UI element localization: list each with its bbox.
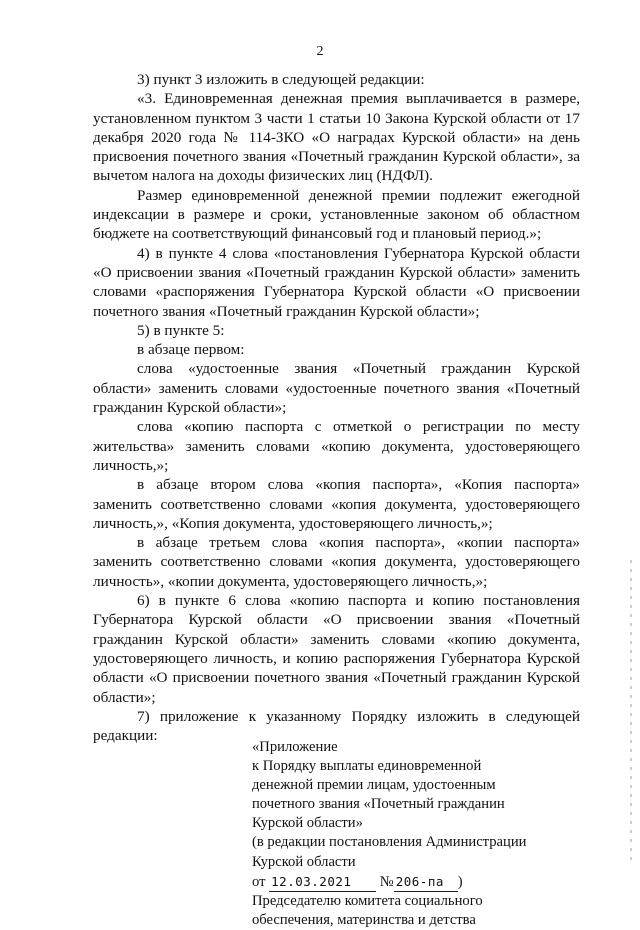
paragraph-item-3-text: «3. Единовременная денежная премия выплачивается в размере, установленном пунктом 3 части 1 статьи 10 Закона Курской области от 17 декабря 2020 года № 114-ЗКО «О наградах Курской области» на день присвоения почетного звания «Почетный гражданин Курской области», за вычетом налога на доходы физических лиц (НДФЛ). xyxy=(93,90,580,185)
paragraph-item-5: 5) в пункте 5: xyxy=(137,321,225,339)
paragraph-second-abzac: в абзаце втором слова «копия паспорта», «Копия паспорта» заменить соответственно словами «копия документа, удостоверяющего личность,», «Копия документа, удостоверяющего личность,»; xyxy=(93,476,580,532)
appendix-line: почетного звания «Почетный гражданин xyxy=(252,796,505,813)
number-prefix: № xyxy=(379,873,394,890)
scan-margin-artifact xyxy=(630,560,632,860)
appendix-line: (в редакции постановления Администрации xyxy=(252,834,527,851)
date-prefix: от xyxy=(252,873,266,890)
handwritten-date: 12.03.2021 xyxy=(269,872,376,892)
appendix-line: денежной премии лицам, удостоенным xyxy=(252,777,496,794)
paragraph-item-7: 7) приложение к указанному Порядку изложить в следующей редакции: xyxy=(93,707,580,745)
addressee-line: обеспечения, материнства и детства xyxy=(252,911,476,928)
closing-paren: ) xyxy=(457,873,463,890)
paragraph-item-4: 4) в пункте 4 слова «постановления Губернатора Курской области «О присвоении звания «Почетный гражданин Курской области» заменить словами «распоряжения Губернатора Курской области «О присвоении почетного звания «Почетный гражданин Курской области»; xyxy=(93,244,580,320)
paragraph-item-6: 6) в пункте 6 слова «копию паспорта и копию постановления Губернатора Курской области «О присвоении звания «Почетный гражданин Курской области» заменить словами «копию документа, удостоверяющего личность, и копию распоряжения Губернатора Курской области «О присвоении почетного звания «Почетный гражданин Курской области»; xyxy=(93,592,580,706)
document-body xyxy=(93,70,580,745)
handwritten-number: 206-па xyxy=(394,872,458,892)
appendix-line: «Приложение xyxy=(252,739,338,755)
paragraph-third-abzac: в абзаце третьем слова «копия паспорта», «копии паспорта» заменить соответственно словами «копия документа, удостоверяющего личность», «копии документа, удостоверяющего личность,»; xyxy=(93,534,580,590)
appendix-line: Курской области xyxy=(252,853,356,870)
appendix-line: Курской области» xyxy=(252,815,363,832)
paragraph-first-abzac: в абзаце первом: xyxy=(137,341,245,359)
paragraph-item-3: 3) пункт 3 изложить в следующей редакции: xyxy=(137,71,425,88)
paragraph-words-pasport: слова «копию паспорта с отметкой о регистрации по месту жительства» заменить словами «копию документа, удостоверяющего личность,»; xyxy=(93,418,580,474)
paragraph-indexation: Размер единовременной денежной премии подлежит ежегодной индексации в размере и сроки, установленные законом об областном бюджете на соответствующий финансовый год и плановый период.»; xyxy=(93,186,580,243)
appendix-block xyxy=(252,738,582,930)
paragraph-words-zvaniya: слова «удостоенные звания «Почетный гражданин Курской области» заменить словами «удостоенные почетного звания «Почетный гражданин Курской области»; xyxy=(93,360,580,417)
page-number: 2 xyxy=(316,44,324,59)
appendix-date-line xyxy=(252,872,582,892)
addressee-line: Председателю комитета социального xyxy=(252,892,483,909)
appendix-line: к Порядку выплаты единовременной xyxy=(252,758,482,775)
